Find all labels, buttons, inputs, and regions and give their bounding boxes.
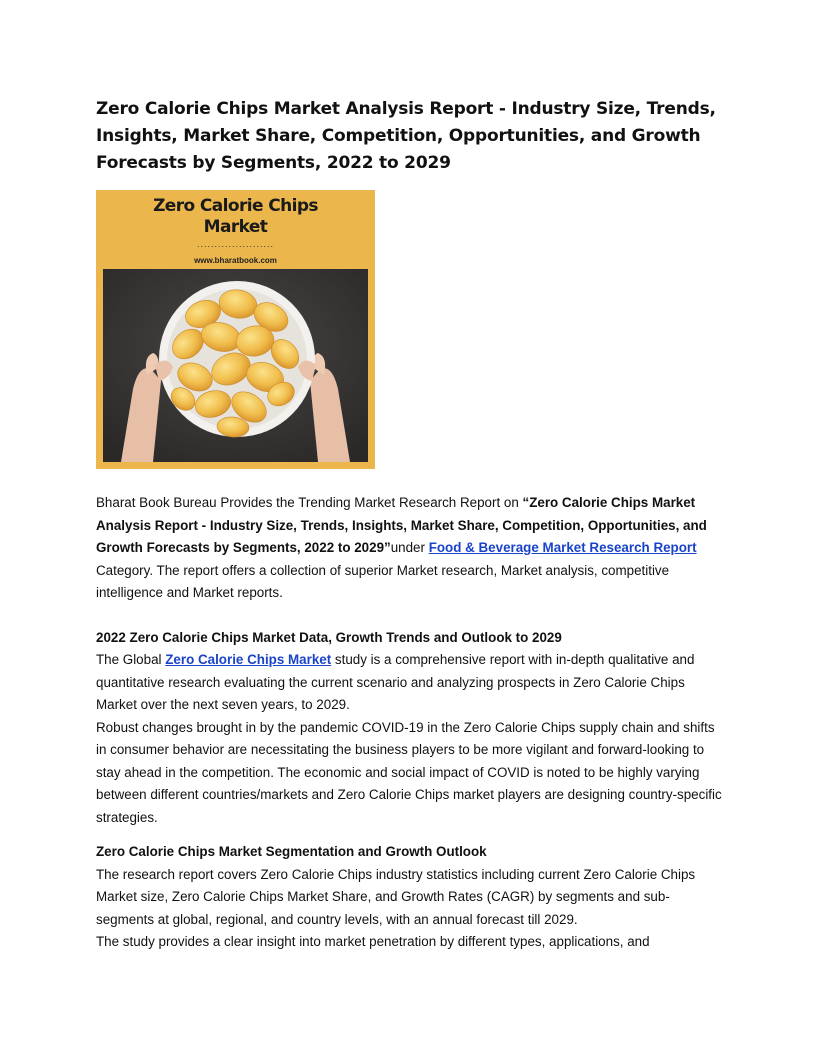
- section2-paragraph1: The research report covers Zero Calorie Chips industry statistics including current Zero Calorie Chips Market size, Zero Calorie Chips Market Share, and Growth Rates (CAGR) by segments and sub-segments at global, regional, and country levels, with an annual forecast till 2029.: [96, 866, 696, 927]
- bowl-of-chips-photo: [103, 269, 368, 462]
- section2-heading: Zero Calorie Chips Market Segmentation and Growth Outlook: [96, 844, 487, 859]
- section1-paragraph1: The Global Zero Calorie Chips Market study is a comprehensive report with in-depth qualitative and quantitative research evaluating the current scenario and analyzing prospects in Zero Calorie Chips Market over the next seven years, to 2029.: [96, 652, 695, 712]
- cover-image: [96, 190, 375, 469]
- section1-heading: 2022 Zero Calorie Chips Market Data, Growth Trends and Outlook to 2029: [96, 629, 562, 645]
- cover-title: Zero Calorie Chips Market: [153, 196, 318, 237]
- food-beverage-link[interactable]: Food & Beverage Market Research Report: [428, 540, 697, 555]
- cover-dots: ......................: [196, 239, 274, 249]
- document-page: [96, 96, 724, 954]
- section2-paragraph2: The study provides a clear insight into market penetration by different types, applications, and: [96, 934, 650, 949]
- zero-calorie-chips-market-link[interactable]: Zero Calorie Chips Market: [165, 652, 332, 667]
- report-title: Zero Calorie Chips Market Analysis Report - Industry Size, Trends, Insights, Market Share, Competition, Opportunities, and Growth Forecasts by Segments, 2022 to 2029: [96, 99, 716, 173]
- cover-url: www.bharatbook.com: [194, 256, 277, 265]
- intro-paragraph: Bharat Book Bureau Provides the Trending Market Research Report on “Zero Calorie Chips Market Analysis Report - Industry Size, Trends, Insights, Market Share, Competition, Opportunities, and Growth Forecasts by Segments, 2022 to 2029”under Food & Beverage Market Research Report Category. The report offers a collection of superior Market research, Market analysis, competitive intelligence and Market reports.: [96, 495, 707, 600]
- intro-bold-title: “Zero Calorie Chips Market Analysis Report - Industry Size, Trends, Insights, Market Share, Competition, Opportunities, and Growth Forecasts by Segments, 2022 to 2029”: [96, 495, 707, 555]
- section1-paragraph2: Robust changes brought in by the pandemic COVID-19 in the Zero Calorie Chips supply chain and shifts in consumer behavior are necessitating the business players to be more vigilant and forward-looking to stay ahead in the competition. The economic and social impact of COVID is noted to be highly varying between different countries/markets and Zero Calorie Chips market players are designing country-specific strategies.: [96, 719, 722, 825]
